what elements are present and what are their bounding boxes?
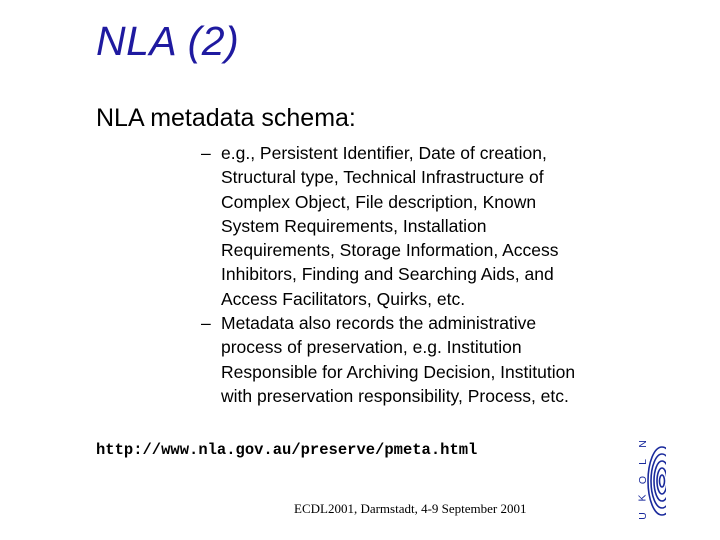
- sub-bullet-administrative-process: [198, 311, 638, 408]
- sub-bullet-line: Access Facilitators, Quirks, etc.: [221, 288, 466, 309]
- sub-bullet-line: Structural type, Technical Infrastructure of: [221, 167, 544, 188]
- main-bullet: NLA metadata schema:: [96, 104, 356, 132]
- ukoln-logo: [636, 438, 666, 522]
- logo-letter: U: [637, 512, 649, 520]
- sub-bullet-line: Requirements, Storage Information, Access: [221, 240, 559, 261]
- slide-title: NLA (2): [96, 18, 240, 64]
- logo-letter: O: [636, 475, 649, 485]
- ukoln-swirl-logo-icon: [646, 444, 666, 518]
- sub-bullet-line: Complex Object, File description, Known: [221, 191, 537, 212]
- sub-bullet-line: process of preservation, e.g. Institution: [221, 337, 522, 358]
- dash-bullet: –: [201, 143, 211, 163]
- sub-bullet-line: Responsible for Archiving Decision, Institution: [221, 361, 576, 382]
- dash-bullet: –: [201, 313, 211, 334]
- slide-footer: ECDL2001, Darmstadt, 4-9 September 2001: [294, 501, 527, 516]
- logo-letter: K: [636, 494, 649, 502]
- sub-bullet-line: System Requirements, Installation: [221, 215, 487, 236]
- sub-bullet-line: Inhibitors, Finding and Searching Aids, and: [221, 264, 554, 285]
- sub-bullet-line: with preservation responsibility, Process, etc.: [221, 385, 569, 406]
- reference-url: http://www.nla.gov.au/preserve/pmeta.html: [96, 441, 478, 459]
- sub-bullet-line: e.g., Persistent Identifier, Date of creation,: [221, 143, 547, 163]
- sub-bullet-schema-fields: [198, 141, 638, 311]
- logo-letter: N: [637, 440, 649, 448]
- sub-bullet-line: Metadata also records the administrative: [221, 313, 537, 334]
- logo-letter: L: [637, 459, 649, 465]
- sub-bullet-list: [198, 141, 638, 408]
